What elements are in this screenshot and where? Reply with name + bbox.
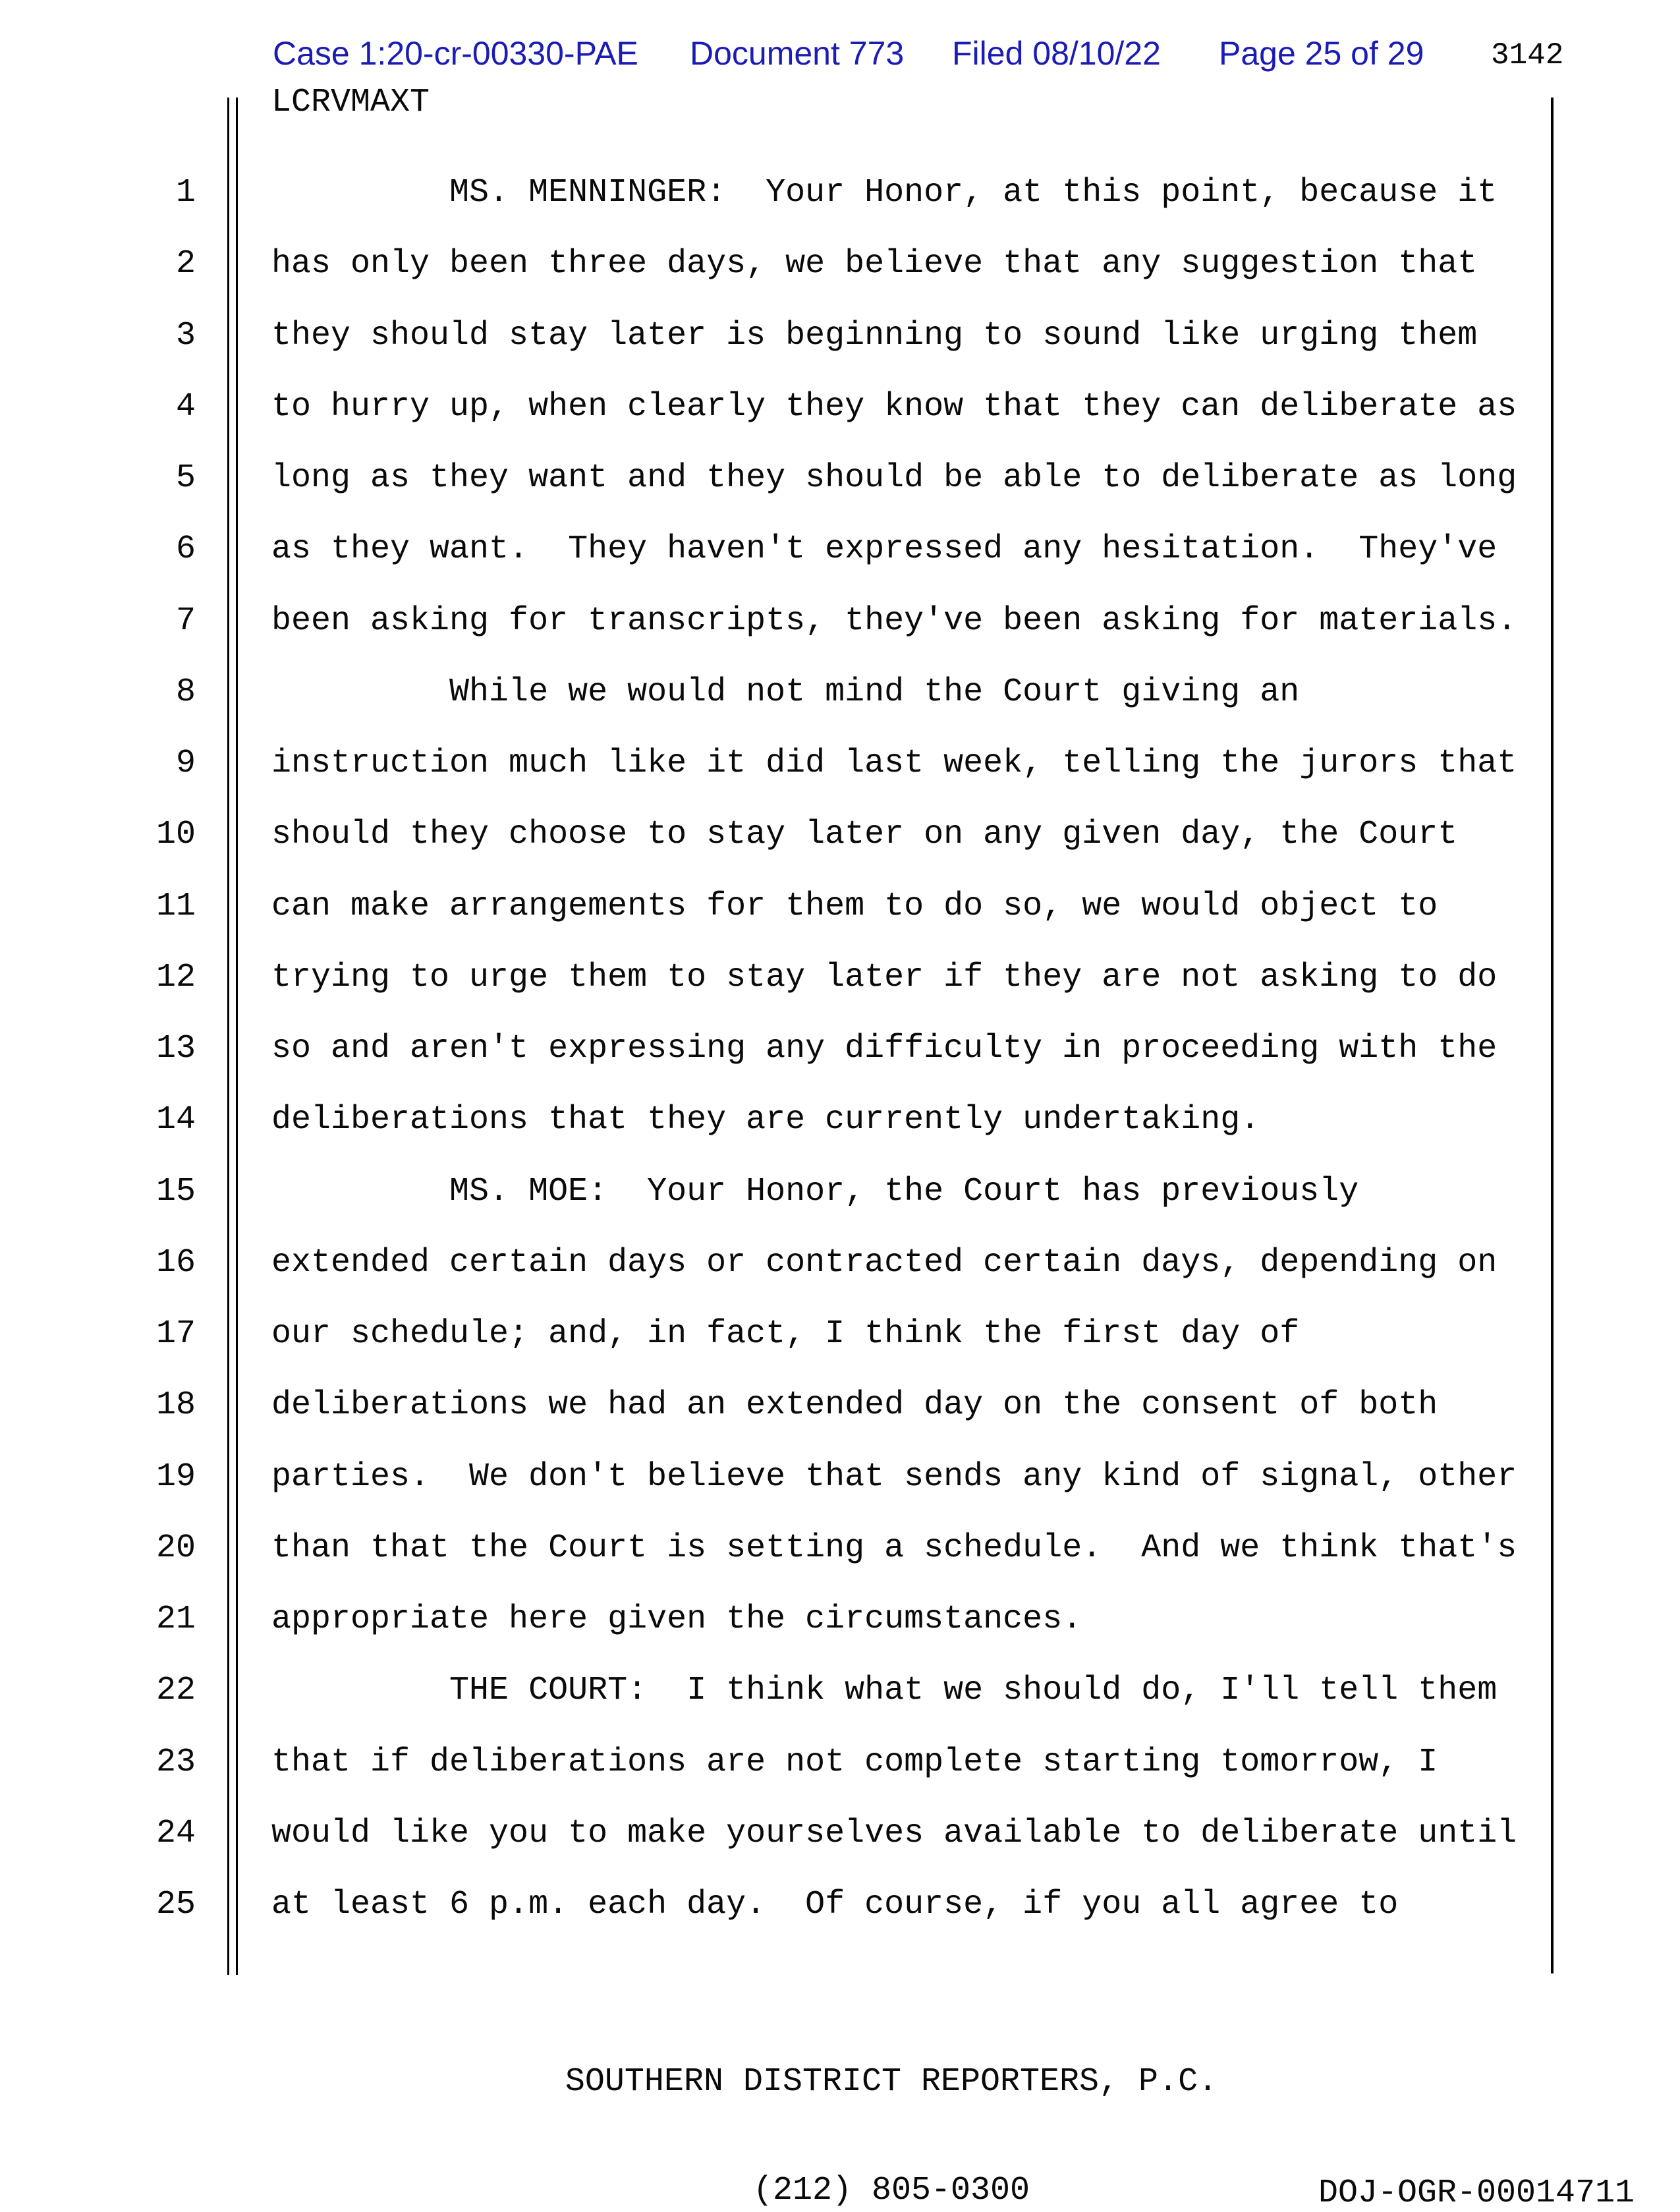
transcript-page-number: 3142: [1491, 38, 1564, 72]
transcript-line: so and aren't expressing any difficulty in proceeding with the: [271, 1030, 1498, 1067]
line-number: 4: [175, 387, 196, 426]
header-page-indicator: Page 25 of 29: [1219, 35, 1424, 72]
line-number: 1: [175, 174, 196, 212]
bates-number: DOJ-OGR-00014711: [1318, 2174, 1635, 2212]
transcript-line: While we would not mind the Court giving an: [271, 673, 1300, 711]
transcript-line: deliberations that they are currently undertaking.: [271, 1101, 1260, 1139]
reporter-footer: [565, 1991, 1218, 2212]
line-number: 20: [155, 1529, 196, 1567]
line-number: 17: [155, 1315, 196, 1353]
line-number: 14: [155, 1101, 196, 1139]
transcript-line: should they choose to stay later on any given day, the Court: [271, 816, 1458, 854]
left-margin-rule-outer: [227, 98, 229, 1975]
line-number: 24: [155, 1814, 196, 1852]
transcript-line: they should stay later is beginning to sound like urging them: [271, 316, 1478, 354]
transcript-line: that if deliberations are not complete starting tomorrow, I: [271, 1743, 1438, 1781]
header-case-number: Case 1:20-cr-00330-PAE: [273, 35, 638, 72]
line-number: 21: [155, 1601, 196, 1638]
transcript-line: THE COURT: I think what we should do, I'll tell them: [271, 1672, 1498, 1710]
line-number: 5: [175, 459, 196, 497]
line-number: 22: [155, 1672, 196, 1710]
line-number: 25: [155, 1886, 196, 1923]
line-number: 6: [175, 530, 196, 569]
transcript-line: appropriate here given the circumstances.: [271, 1601, 1082, 1638]
line-number: 13: [155, 1030, 196, 1067]
transcript-body: [271, 157, 1517, 1941]
transcript-line: deliberations we had an extended day on the consent of both: [271, 1386, 1438, 1425]
right-margin-rule: [1551, 98, 1554, 1973]
line-number: 18: [155, 1386, 196, 1425]
left-margin-rule-inner: [236, 98, 238, 1975]
line-number: 16: [155, 1243, 196, 1282]
reporter-phone: (212) 805-0300: [752, 2172, 1030, 2209]
transcript-line: extended certain days or contracted certain days, depending on: [271, 1243, 1498, 1282]
line-number: 3: [175, 316, 196, 354]
line-number-column: [0, 157, 196, 1941]
header-filed-date: Filed 08/10/22: [952, 35, 1161, 72]
transcript-line: parties. We don't believe that sends any kind of signal, other: [271, 1458, 1517, 1496]
transcript-line: MS. MOE: Your Honor, the Court has previously: [271, 1172, 1359, 1210]
transcript-line: than that the Court is setting a schedule. And we think that's: [271, 1529, 1517, 1567]
line-number: 10: [155, 816, 196, 854]
line-number: 19: [155, 1458, 196, 1496]
transcript-line: instruction much like it did last week, telling the jurors that: [271, 745, 1517, 782]
transcript-line: long as they want and they should be able to deliberate as long: [271, 459, 1517, 497]
transcript-line: has only been three days, we believe that any suggestion that: [271, 245, 1478, 283]
transcript-line: would like you to make yourselves available to deliberate until: [271, 1814, 1517, 1852]
line-number: 9: [175, 745, 196, 782]
transcript-line: can make arrangements for them to do so, we would object to: [271, 887, 1438, 925]
transcript-session-id: LCRVMAXT: [271, 84, 430, 121]
line-number: 8: [175, 673, 196, 711]
line-number: 11: [155, 887, 196, 925]
transcript-line: our schedule; and, in fact, I think the first day of: [271, 1315, 1300, 1353]
line-number: 12: [155, 958, 196, 996]
line-number: 15: [155, 1172, 196, 1210]
line-number: 2: [175, 245, 196, 283]
line-number: 23: [155, 1743, 196, 1781]
transcript-line: trying to urge them to stay later if they are not asking to do: [271, 958, 1498, 996]
transcript-line: at least 6 p.m. each day. Of course, if you all agree to: [271, 1886, 1399, 1923]
header-document-number: Document 773: [690, 35, 905, 72]
transcript-line: to hurry up, when clearly they know that they can deliberate as: [271, 387, 1517, 426]
transcript-line: as they want. They haven't expressed any hesitation. They've: [271, 530, 1498, 569]
transcript-line: been asking for transcripts, they've been asking for materials.: [271, 602, 1517, 640]
transcript-line: MS. MENNINGER: Your Honor, at this point, because it: [271, 174, 1498, 212]
reporter-name: SOUTHERN DISTRICT REPORTERS, P.C.: [565, 2063, 1218, 2101]
line-number: 7: [175, 602, 196, 640]
